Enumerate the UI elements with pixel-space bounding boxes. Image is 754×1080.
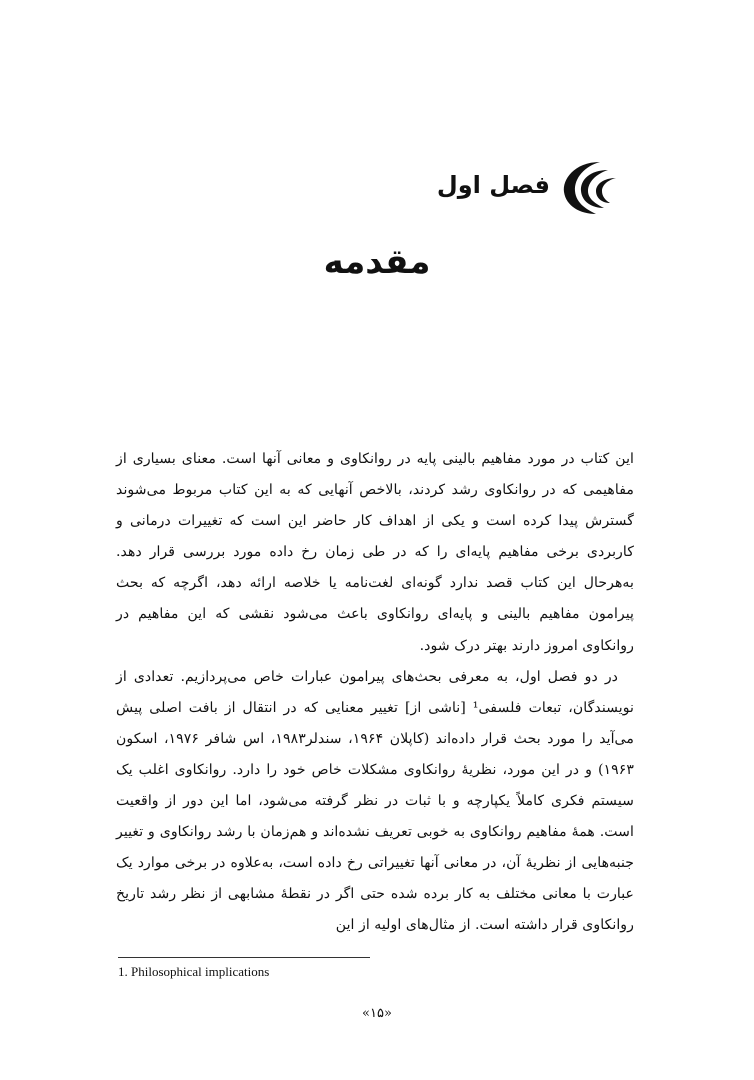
paragraph: این کتاب در مورد مفاهیم بالینی پایه در روانکاوی و معانی آنها است. معنای بسیاری از مفاهیمی که در روانکاوی رشد کردند، بالاخص آنهایی که به این کتاب مربوط می‌شوند گسترش پیدا کرده است و یکی از اهداف کار حاضر این است که تغییرات درمانی و کاربردی برخی مفاهیم پایه‌ای را که در طی زمان رخ داده مورد بررسی قرار دهد. به‌هرحال این کتاب قصد ندارد گونه‌ای لغت‌نامه یا خلاصه ارائه دهد، اگرچه که بحث پیرامون مفاهیم بالینی و پایه‌ای روانکاوی باعث می‌شود نقشی که این مفاهیم در روانکاوی امروز دارند بهتر درک شود. [116,451,634,654]
page-number: «۱۵» [362,1006,392,1021]
footnote-divider [118,957,370,958]
chapter-title: مقدمه [323,242,431,282]
chapter-label: فصل اول [436,171,550,199]
crescent-swirl-icon [560,158,628,216]
footnote: 1. Philosophical implications [118,964,270,979]
chapter-header [437,158,628,216]
paragraph: در دو فصل اول، به معرفی بحث‌های پیرامون عبارات خاص می‌پردازیم. تعدادی از نویسندگان، تبعات فلسفی¹ [ناشی از] تغییر معنایی که در انتقال از بافت اصلی پیش می‌آید را مورد بحث قرار داده‌اند (کاپلان ۱۹۶۴، سندلر۱۹۸۳، اس شافر ۱۹۷۶، اسکون ۱۹۶۳) و در این مورد، نظریهٔ روانکاوی مشکلات خاص خود را دارد. روانکاوی اغلب یک سیستم فکری کاملاً یکپارچه و با ثبات در نظر گرفته می‌شود، اما این دور از واقعیت است. همهٔ مفاهیم روانکاوی به خوبی تعریف نشده‌اند و هم‌زمان با رشد روانکاوی و تغییر جنبه‌هایی از نظریهٔ آن، در معانی آنها تغییراتی رخ داده است، به‌علاوه در برخی موارد یک عبارت با معانی مختلف به کار برده شده حتی اگر در نقطهٔ مشابهی از نظر رشد تاریخ روانکاوی قرار داشته است. از مثال‌های اولیه از این [116,668,634,934]
body-text [116,444,634,942]
